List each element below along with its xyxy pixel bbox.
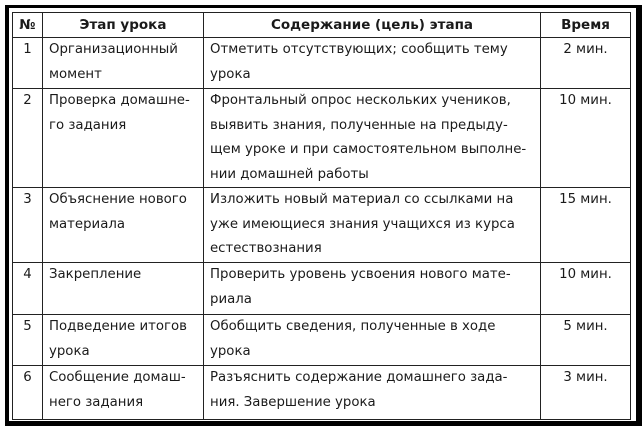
row-time: 5 мин.: [541, 315, 631, 366]
row-num: 6: [13, 366, 43, 420]
row-time: 10 мин.: [541, 263, 631, 315]
table-row: [13, 315, 631, 366]
row-stage-line: Организационный: [49, 42, 178, 57]
row-stage-line: материала: [49, 216, 125, 232]
row-stage-line: го задания: [49, 117, 127, 133]
row-content: [204, 38, 541, 89]
row-stage-line: Подведение итогов: [49, 319, 187, 334]
row-time: 3 мин.: [541, 366, 631, 420]
row-stage: [43, 366, 204, 420]
row-stage-line: Объяснение нового: [49, 192, 187, 207]
row-content-line: урока: [210, 343, 251, 359]
row-content-line: нии домашней работы: [210, 166, 369, 182]
row-content-line: Изложить новый материал со ссылками на: [210, 192, 514, 207]
row-stage: [43, 263, 204, 315]
row-stage-line: Проверка домашне-: [49, 93, 190, 108]
table-row: [13, 366, 631, 420]
row-stage-line: Закрепление: [49, 267, 142, 282]
row-content: [204, 188, 541, 263]
row-content-line: урока: [210, 66, 251, 82]
table-row: [13, 38, 631, 89]
row-num: 3: [13, 188, 43, 263]
header-content: Содержание (цель) этапа: [204, 13, 541, 38]
header-stage: Этап урока: [43, 13, 204, 38]
lesson-plan-table: [12, 12, 631, 420]
table-header-row: [13, 13, 631, 38]
row-content-line: естествознания: [210, 241, 322, 256]
row-stage-line: него задания: [49, 394, 144, 410]
row-content-line: выявить знания, полученные на предыду-: [210, 117, 508, 133]
row-time: 15 мин.: [541, 188, 631, 263]
row-content-line: ния. Завершение урока: [210, 394, 376, 410]
row-content: [204, 89, 541, 188]
row-stage: [43, 89, 204, 188]
row-content-line: риала: [210, 291, 252, 307]
row-content: [204, 315, 541, 366]
row-stage-line: момент: [49, 66, 102, 82]
row-stage-line: урока: [49, 343, 90, 359]
header-num: №: [13, 13, 43, 38]
table-row: [13, 263, 631, 315]
row-content: [204, 263, 541, 315]
header-time: Время: [541, 13, 631, 38]
row-content-line: щем уроке и при самостоятельном выполне-: [210, 142, 527, 157]
row-content-line: уже имеющиеся знания учащихся из курса: [210, 216, 515, 232]
table-row: [13, 89, 631, 188]
row-time: 2 мин.: [541, 38, 631, 89]
row-content-line: Фронтальный опрос нескольких учеников,: [210, 93, 511, 108]
row-num: 2: [13, 89, 43, 188]
table-row: [13, 188, 631, 263]
row-content-line: Отметить отсутствующих; сообщить тему: [210, 42, 508, 57]
row-stage: [43, 38, 204, 89]
row-content: [204, 366, 541, 420]
row-time: 10 мин.: [541, 89, 631, 188]
row-num: 4: [13, 263, 43, 315]
row-num: 1: [13, 38, 43, 89]
row-content-line: Обобщить сведения, полученные в ходе: [210, 319, 496, 334]
row-num: 5: [13, 315, 43, 366]
row-content-line: Проверить уровень усвоения нового мате-: [210, 267, 511, 282]
row-stage: [43, 188, 204, 263]
row-stage: [43, 315, 204, 366]
row-content-line: Разъяснить содержание домашнего зада-: [210, 370, 508, 385]
row-stage-line: Сообщение домаш-: [49, 370, 186, 385]
